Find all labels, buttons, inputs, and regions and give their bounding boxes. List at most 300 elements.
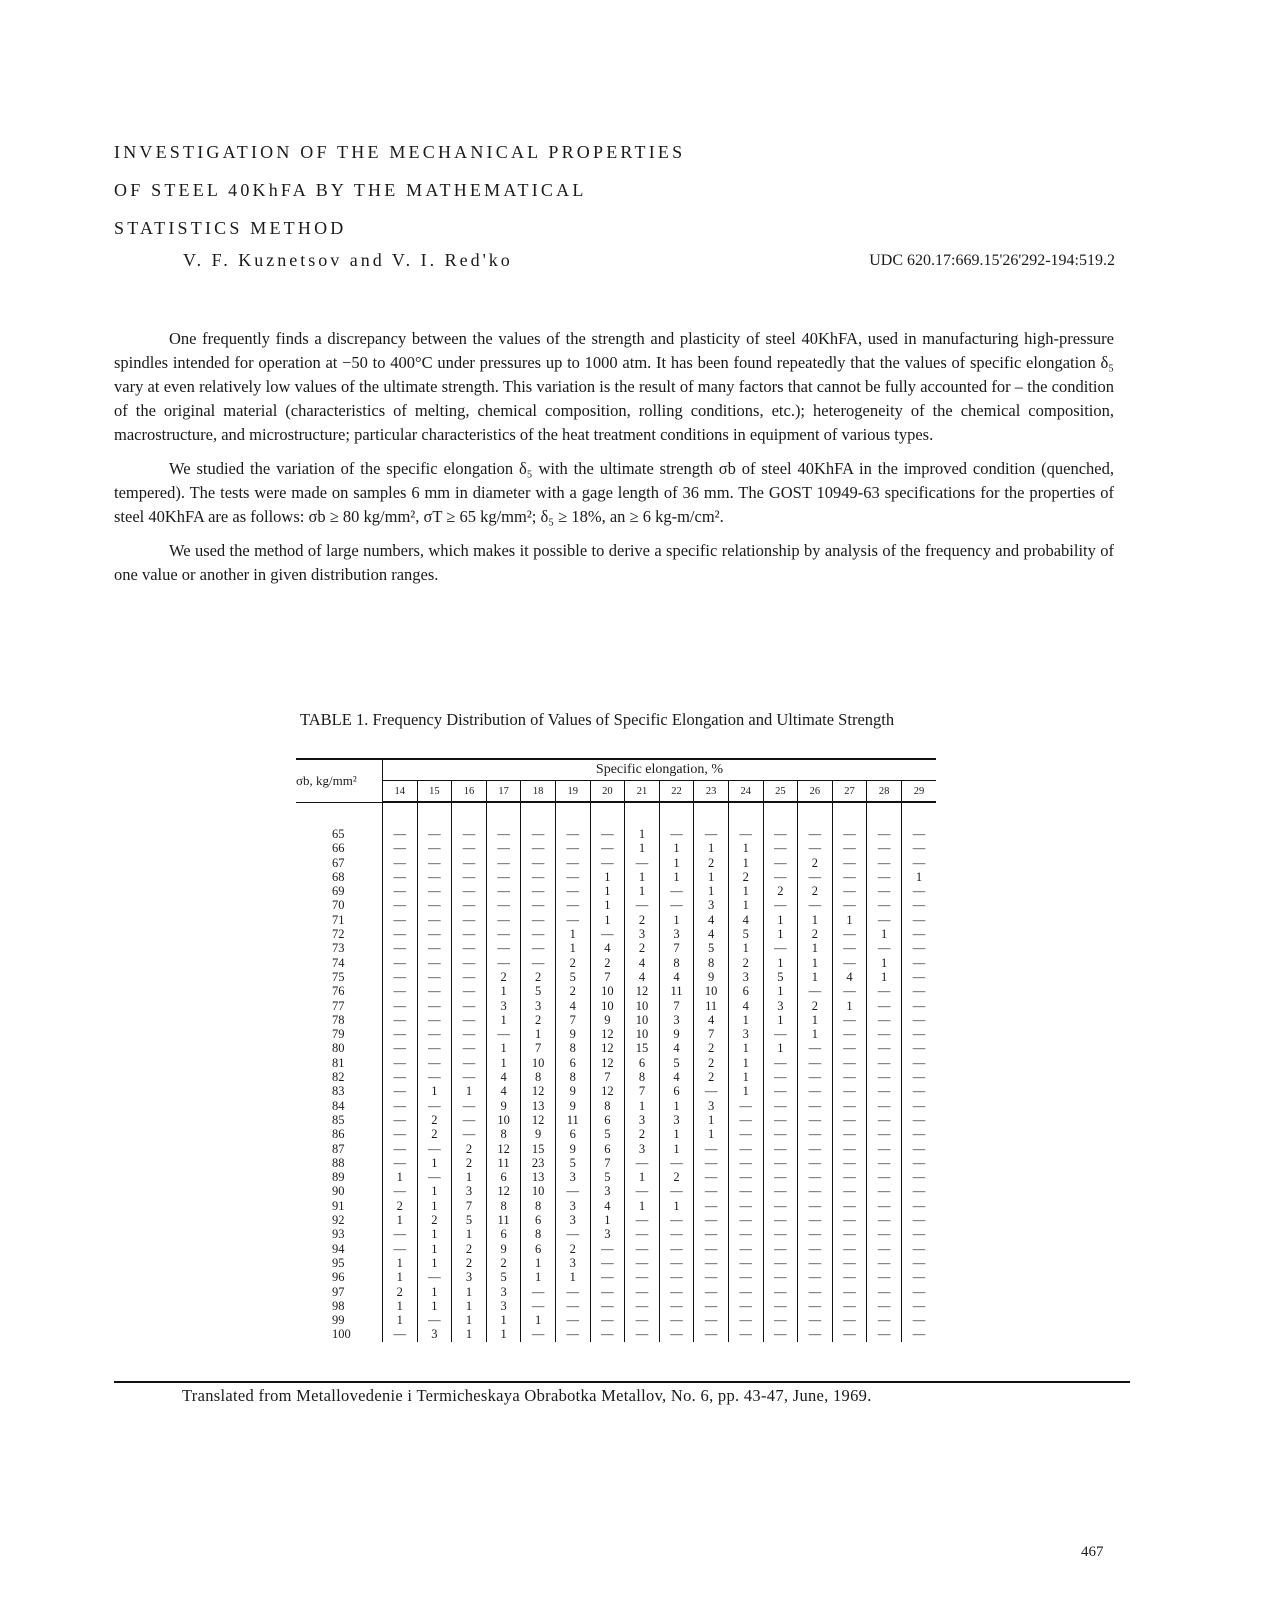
frequency-cell: 8: [590, 1099, 625, 1113]
sigma-value-cell: 90: [296, 1184, 383, 1198]
frequency-cell: 1: [417, 1299, 452, 1313]
frequency-cell: 4: [590, 941, 625, 955]
frequency-cell: —: [694, 1170, 729, 1184]
frequency-cell: —: [383, 999, 418, 1013]
frequency-cell: —: [728, 1327, 763, 1341]
frequency-cell: —: [832, 884, 867, 898]
frequency-cell: 12: [486, 1184, 521, 1198]
frequency-cell: 1: [728, 1056, 763, 1070]
frequency-cell: —: [763, 1027, 798, 1041]
column-header: 16: [452, 781, 487, 803]
frequency-cell: —: [867, 1213, 902, 1227]
frequency-cell: 3: [486, 1299, 521, 1313]
frequency-cell: 2: [625, 941, 660, 955]
frequency-cell: 6: [486, 1227, 521, 1241]
frequency-cell: —: [867, 1327, 902, 1341]
frequency-cell: —: [486, 927, 521, 941]
frequency-cell: —: [383, 1142, 418, 1156]
table-row: [296, 1242, 936, 1256]
frequency-cell: 1: [625, 841, 660, 855]
frequency-cell: —: [452, 956, 487, 970]
frequency-cell: 6: [625, 1056, 660, 1070]
frequency-cell: —: [763, 1156, 798, 1170]
frequency-cell: —: [486, 870, 521, 884]
title-line-3: STATISTICS METHOD: [114, 218, 347, 238]
frequency-cell: —: [694, 1227, 729, 1241]
spacer-cell: [486, 802, 521, 827]
sigma-value-cell: 71: [296, 913, 383, 927]
frequency-cell: 1: [798, 913, 833, 927]
sigma-value-cell: 74: [296, 956, 383, 970]
table-row: [296, 1327, 936, 1341]
frequency-cell: —: [417, 1013, 452, 1027]
frequency-cell: —: [694, 1184, 729, 1198]
frequency-cell: —: [867, 1127, 902, 1141]
frequency-cell: 12: [486, 1142, 521, 1156]
frequency-cell: —: [625, 856, 660, 870]
table-row: [296, 956, 936, 970]
frequency-cell: —: [912, 1241, 926, 1256]
frequency-cell: 3: [555, 1170, 590, 1184]
frequency-cell: —: [486, 1027, 521, 1041]
sigma-value-cell: 75: [296, 970, 383, 984]
frequency-cell: 8: [694, 956, 729, 970]
frequency-cell: —: [659, 1156, 694, 1170]
frequency-cell: 2: [694, 1041, 729, 1055]
frequency-cell: 2: [798, 856, 833, 870]
frequency-cell: —: [417, 1041, 452, 1055]
frequency-cell: —: [659, 1213, 694, 1227]
frequency-cell: 2: [625, 1127, 660, 1141]
frequency-cell: —: [694, 1256, 729, 1270]
frequency-cell: —: [521, 870, 556, 884]
frequency-cell: 2: [555, 956, 590, 970]
frequency-cell: 6: [521, 1213, 556, 1227]
frequency-cell: —: [867, 941, 902, 955]
frequency-cell: —: [912, 1327, 926, 1342]
frequency-cell: 6: [590, 1113, 625, 1127]
frequency-cell: 7: [590, 970, 625, 984]
frequency-cell: 5: [659, 1056, 694, 1070]
frequency-cell: 1: [763, 927, 798, 941]
table-row: [296, 999, 936, 1013]
frequency-cell: 9: [555, 1027, 590, 1041]
frequency-cell: 1: [417, 1285, 452, 1299]
frequency-cell: 1: [383, 1270, 418, 1284]
frequency-cell: —: [590, 827, 625, 841]
frequency-cell: —: [728, 1242, 763, 1256]
frequency-cell: —: [694, 827, 729, 841]
sigma-value-cell: 85: [296, 1113, 383, 1127]
frequency-cell: —: [452, 913, 487, 927]
column-header: 21: [625, 781, 660, 803]
frequency-cell: —: [625, 1242, 660, 1256]
frequency-cell: 8: [486, 1199, 521, 1213]
frequency-cell: —: [912, 955, 926, 970]
frequency-cell: —: [728, 1156, 763, 1170]
frequency-cell: —: [659, 1227, 694, 1241]
frequency-cell: 1: [452, 1299, 487, 1313]
frequency-cell: —: [867, 1156, 902, 1170]
paper-title: [114, 133, 1014, 247]
frequency-cell: —: [798, 1242, 833, 1256]
frequency-cell: —: [521, 884, 556, 898]
frequency-cell: —: [832, 1213, 867, 1227]
frequency-cell: 1: [763, 956, 798, 970]
frequency-cell: —: [912, 927, 926, 942]
frequency-cell: —: [383, 941, 418, 955]
frequency-cell: —: [486, 956, 521, 970]
frequency-cell: 8: [521, 1070, 556, 1084]
sigma-value-cell: 95: [296, 1256, 383, 1270]
frequency-cell: 1: [486, 1313, 521, 1327]
frequency-cell: —: [912, 1141, 926, 1156]
frequency-cell: —: [555, 913, 590, 927]
frequency-cell: —: [728, 1270, 763, 1284]
table-row: [296, 870, 936, 884]
frequency-cell: 1: [417, 1184, 452, 1198]
frequency-cell: —: [417, 1313, 452, 1327]
frequency-cell: 1: [763, 1041, 798, 1055]
spacer-cell: [659, 802, 694, 827]
frequency-cell: —: [417, 856, 452, 870]
frequency-cell: —: [417, 884, 452, 898]
frequency-cell: —: [659, 1313, 694, 1327]
sigma-value-cell: 98: [296, 1299, 383, 1313]
frequency-cell: —: [452, 999, 487, 1013]
spacer-cell: [417, 802, 452, 827]
frequency-cell: 1: [452, 1313, 487, 1327]
table-row: [296, 1299, 936, 1313]
frequency-cell: —: [452, 884, 487, 898]
frequency-cell: —: [555, 1285, 590, 1299]
frequency-cell: 9: [486, 1099, 521, 1113]
frequency-cell: —: [625, 1227, 660, 1241]
table-row: [296, 1027, 936, 1041]
frequency-cell: —: [417, 927, 452, 941]
page-number: 467: [1081, 1544, 1104, 1560]
frequency-cell: —: [832, 1056, 867, 1070]
frequency-cell: —: [798, 1113, 833, 1127]
frequency-cell: 2: [452, 1256, 487, 1270]
sigma-value-cell: 92: [296, 1213, 383, 1227]
frequency-cell: —: [912, 1055, 926, 1070]
frequency-cell: —: [867, 1099, 902, 1113]
table-row: [296, 970, 936, 984]
sigma-value-cell: 82: [296, 1070, 383, 1084]
frequency-cell: 1: [417, 1227, 452, 1241]
frequency-cell: 1: [867, 970, 902, 984]
frequency-cell: —: [867, 870, 902, 884]
table-row: [296, 1270, 936, 1284]
frequency-cell: 3: [728, 970, 763, 984]
frequency-cell: —: [867, 1142, 902, 1156]
frequency-cell: —: [867, 1070, 902, 1084]
frequency-cell: 1: [625, 870, 660, 884]
frequency-cell: 2: [383, 1199, 418, 1213]
frequency-cell: —: [867, 1199, 902, 1213]
frequency-cell: 1: [590, 870, 625, 884]
table-row: [296, 1056, 936, 1070]
frequency-cell: 1: [417, 1256, 452, 1270]
frequency-cell: —: [832, 984, 867, 998]
frequency-cell: —: [912, 841, 926, 856]
frequency-cell: —: [694, 1213, 729, 1227]
frequency-cell: 2: [590, 956, 625, 970]
frequency-cell: —: [832, 1099, 867, 1113]
frequency-cell: 6: [590, 1142, 625, 1156]
frequency-cell: 1: [915, 869, 923, 884]
frequency-cell: 10: [521, 1184, 556, 1198]
frequency-cell: —: [832, 1156, 867, 1170]
frequency-cell: —: [486, 827, 521, 841]
frequency-cell: —: [417, 870, 452, 884]
table-row: [296, 1127, 936, 1141]
frequency-cell: —: [867, 984, 902, 998]
frequency-cell: —: [763, 1142, 798, 1156]
frequency-cell: —: [798, 1156, 833, 1170]
frequency-cell: 3: [659, 1013, 694, 1027]
frequency-cell: —: [383, 956, 418, 970]
frequency-cell: —: [832, 1084, 867, 1098]
frequency-cell: 1: [521, 1256, 556, 1270]
frequency-cell: —: [867, 884, 902, 898]
frequency-cell: 12: [590, 1041, 625, 1055]
frequency-cell: —: [728, 1184, 763, 1198]
frequency-cell: —: [867, 898, 902, 912]
frequency-cell: 1: [590, 1213, 625, 1227]
frequency-cell: —: [417, 898, 452, 912]
sigma-value-cell: 66: [296, 841, 383, 855]
frequency-cell: —: [383, 1127, 418, 1141]
frequency-cell: —: [417, 1142, 452, 1156]
frequency-cell: —: [832, 1313, 867, 1327]
frequency-cell: 1: [590, 884, 625, 898]
frequency-cell: 4: [659, 1070, 694, 1084]
spacer-cell: [832, 802, 867, 827]
frequency-cell: —: [452, 927, 487, 941]
frequency-cell: —: [521, 827, 556, 841]
spacer-cell: [521, 802, 556, 827]
frequency-cell: —: [486, 913, 521, 927]
frequency-cell: —: [625, 1285, 660, 1299]
frequency-cell: —: [867, 856, 902, 870]
frequency-cell: —: [590, 1299, 625, 1313]
frequency-cell: —: [659, 1299, 694, 1313]
frequency-cell: 2: [798, 927, 833, 941]
frequency-cell: 1: [659, 856, 694, 870]
frequency-cell: 4: [694, 1013, 729, 1027]
frequency-cell: 7: [452, 1199, 487, 1213]
frequency-cell: —: [452, 984, 487, 998]
table-row: [296, 1013, 936, 1027]
frequency-cell: 9: [694, 970, 729, 984]
frequency-cell: 7: [625, 1084, 660, 1098]
frequency-cell: —: [486, 856, 521, 870]
frequency-cell: 10: [486, 1113, 521, 1127]
frequency-cell: 1: [694, 870, 729, 884]
frequency-cell: —: [625, 1299, 660, 1313]
frequency-cell: —: [798, 841, 833, 855]
frequency-cell: 11: [694, 999, 729, 1013]
frequency-cell: —: [383, 841, 418, 855]
frequency-cell: 1: [763, 1013, 798, 1027]
frequency-cell: 4: [486, 1084, 521, 1098]
frequency-cell: —: [912, 984, 926, 999]
frequency-cell: —: [867, 1027, 902, 1041]
frequency-cell: 8: [521, 1199, 556, 1213]
frequency-cell: 10: [590, 984, 625, 998]
frequency-cell: 5: [590, 1127, 625, 1141]
frequency-cell: —: [798, 1199, 833, 1213]
frequency-cell: 1: [383, 1256, 418, 1270]
frequency-cell: 13: [521, 1170, 556, 1184]
frequency-cell: —: [798, 1227, 833, 1241]
sigma-value-cell: 100: [296, 1327, 383, 1341]
frequency-cell: —: [521, 1327, 556, 1341]
frequency-cell: 3: [417, 1327, 452, 1341]
frequency-cell: —: [417, 913, 452, 927]
frequency-cell: —: [590, 1313, 625, 1327]
frequency-cell: —: [417, 970, 452, 984]
frequency-cell: —: [452, 1127, 487, 1141]
table-row: [296, 1256, 936, 1270]
frequency-cell: —: [798, 1256, 833, 1270]
frequency-cell: 7: [659, 999, 694, 1013]
frequency-cell: 2: [417, 1213, 452, 1227]
frequency-cell: —: [912, 884, 926, 899]
sigma-value-cell: 79: [296, 1027, 383, 1041]
frequency-cell: 5: [694, 941, 729, 955]
frequency-cell: —: [912, 969, 926, 984]
frequency-cell: —: [694, 1327, 729, 1341]
frequency-cell: —: [798, 1213, 833, 1227]
frequency-cell: —: [659, 1285, 694, 1299]
frequency-cell: —: [832, 1227, 867, 1241]
frequency-cell: 1: [417, 1156, 452, 1170]
frequency-cell: —: [383, 1070, 418, 1084]
frequency-cell: —: [452, 1041, 487, 1055]
sigma-value-cell: 86: [296, 1127, 383, 1141]
frequency-cell: 1: [625, 884, 660, 898]
frequency-cell: 6: [521, 1242, 556, 1256]
frequency-cell: —: [383, 1242, 418, 1256]
frequency-table-wrapper: [296, 758, 936, 1342]
frequency-cell: 1: [867, 927, 902, 941]
frequency-cell: —: [867, 1084, 902, 1098]
frequency-cell: 1: [486, 1327, 521, 1341]
frequency-cell: —: [659, 884, 694, 898]
frequency-cell: —: [912, 1070, 926, 1085]
frequency-cell: —: [452, 827, 487, 841]
frequency-cell: —: [486, 898, 521, 912]
frequency-cell: 1: [694, 1127, 729, 1141]
frequency-cell: 10: [521, 1056, 556, 1070]
frequency-cell: —: [659, 1256, 694, 1270]
sigma-value-cell: 77: [296, 999, 383, 1013]
spacer-cell: [452, 802, 487, 827]
frequency-cell: —: [867, 1170, 902, 1184]
frequency-cell: —: [912, 1298, 926, 1313]
frequency-cell: 3: [728, 1027, 763, 1041]
frequency-cell: —: [728, 1285, 763, 1299]
frequency-cell: 8: [521, 1227, 556, 1241]
frequency-cell: 7: [659, 941, 694, 955]
frequency-cell: 1: [659, 1142, 694, 1156]
frequency-cell: 1: [417, 1199, 452, 1213]
frequency-cell: —: [383, 1113, 418, 1127]
frequency-cell: —: [832, 1041, 867, 1055]
frequency-cell: 3: [659, 1113, 694, 1127]
frequency-cell: —: [452, 1070, 487, 1084]
frequency-cell: 1: [625, 1170, 660, 1184]
frequency-cell: 1: [417, 1084, 452, 1098]
frequency-cell: 6: [659, 1084, 694, 1098]
frequency-cell: —: [867, 1256, 902, 1270]
frequency-cell: 1: [659, 1099, 694, 1113]
frequency-cell: 5: [521, 984, 556, 998]
frequency-cell: —: [763, 1099, 798, 1113]
frequency-cell: 9: [521, 1127, 556, 1141]
frequency-cell: —: [867, 1242, 902, 1256]
frequency-cell: —: [912, 912, 926, 927]
sigma-value-cell: 94: [296, 1242, 383, 1256]
frequency-cell: —: [625, 1256, 660, 1270]
frequency-cell: 3: [625, 927, 660, 941]
frequency-cell: —: [798, 1041, 833, 1055]
column-header: 22: [659, 781, 694, 803]
frequency-cell: —: [555, 870, 590, 884]
frequency-cell: 8: [625, 1070, 660, 1084]
frequency-cell: 5: [728, 927, 763, 941]
frequency-cell: —: [452, 1099, 487, 1113]
frequency-cell: 2: [417, 1127, 452, 1141]
frequency-cell: —: [694, 1242, 729, 1256]
frequency-cell: 1: [383, 1213, 418, 1227]
frequency-cell: 9: [555, 1084, 590, 1098]
frequency-cell: —: [832, 1184, 867, 1198]
frequency-cell: 1: [763, 984, 798, 998]
column-header: 20: [590, 781, 625, 803]
frequency-cell: —: [728, 1127, 763, 1141]
sigma-value-cell: 80: [296, 1041, 383, 1055]
frequency-cell: 1: [798, 941, 833, 955]
frequency-cell: —: [417, 984, 452, 998]
frequency-cell: —: [383, 1327, 418, 1341]
table-row: [296, 1070, 936, 1084]
frequency-cell: 15: [521, 1142, 556, 1156]
table-header-row-top: [296, 759, 936, 781]
table-row: [296, 984, 936, 998]
frequency-cell: —: [763, 1256, 798, 1270]
frequency-cell: —: [798, 827, 833, 841]
frequency-cell: —: [659, 1327, 694, 1341]
frequency-cell: —: [912, 1155, 926, 1170]
frequency-cell: —: [383, 1013, 418, 1027]
frequency-cell: —: [728, 1199, 763, 1213]
frequency-cell: 5: [590, 1170, 625, 1184]
frequency-cell: —: [521, 841, 556, 855]
frequency-cell: —: [867, 1270, 902, 1284]
frequency-cell: —: [912, 1084, 926, 1099]
frequency-cell: —: [383, 927, 418, 941]
frequency-cell: 2: [417, 1113, 452, 1127]
frequency-cell: 1: [521, 1270, 556, 1284]
frequency-cell: 12: [625, 984, 660, 998]
column-header: 15: [417, 781, 452, 803]
frequency-cell: 3: [521, 999, 556, 1013]
frequency-cell: 1: [486, 1013, 521, 1027]
